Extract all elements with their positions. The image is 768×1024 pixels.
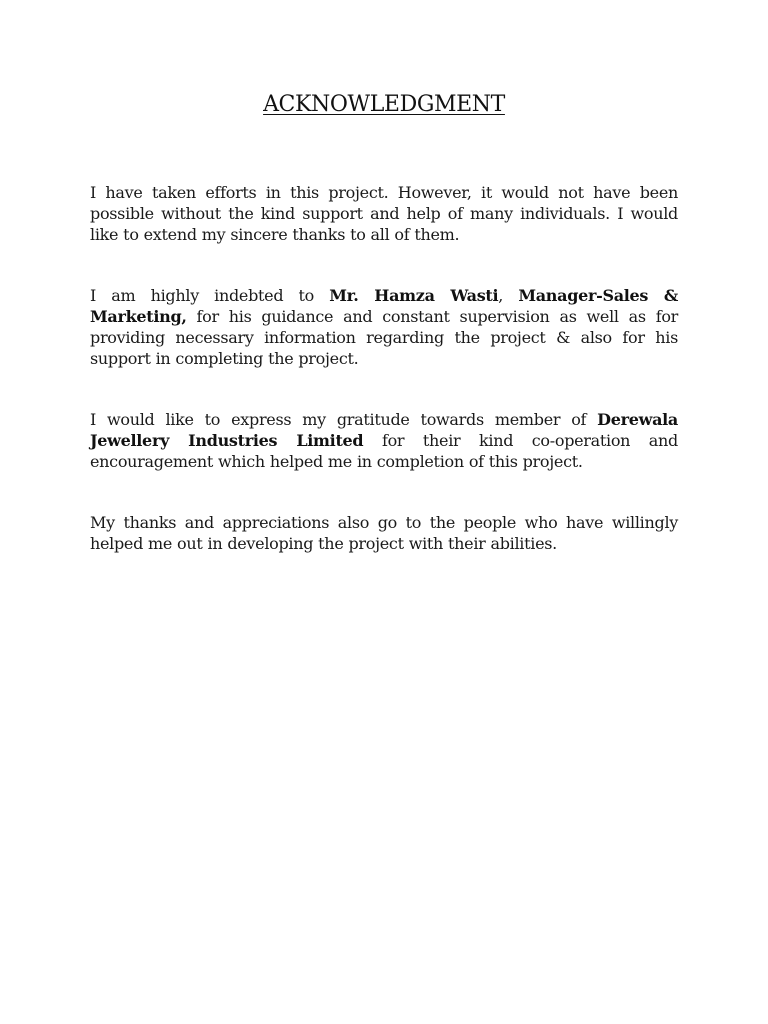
- mentor-role: Manager-Sales & Marketing,: [90, 286, 678, 326]
- mentor-name: Mr. Hamza Wasti: [329, 286, 499, 305]
- paragraph-company-lead: I would like to express my gratitude towards member of: [90, 410, 598, 429]
- paragraph-company: [90, 409, 678, 472]
- company-name: Derewala Jewellery Industries Limited: [90, 410, 678, 450]
- paragraph-intro-text: I have taken efforts in this project. However, it would not have been possible without the kind support and help of many individuals. I would like to extend my sincere thanks to all of them.: [90, 183, 678, 244]
- body-text: [90, 182, 678, 594]
- page-title: ACKNOWLEDGMENT: [263, 92, 505, 117]
- paragraph-thanks-text: My thanks and appreciations also go to the people who have willingly helped me out in developing the project with their abilities.: [90, 513, 678, 553]
- paragraph-mentor: [90, 285, 678, 369]
- paragraph-intro: [90, 182, 678, 245]
- paragraph-mentor-lead: I am highly indebted to: [90, 286, 330, 305]
- paragraph-thanks: [90, 512, 678, 554]
- paragraph-mentor-sep: ,: [498, 286, 519, 305]
- paragraph-mentor-rest: for his guidance and constant supervision as well as for providing necessary information regarding the project & also for his support in completing the project.: [90, 307, 678, 368]
- paragraph-company-rest: for their kind co-operation and encouragement which helped me in completion of this project.: [90, 431, 678, 471]
